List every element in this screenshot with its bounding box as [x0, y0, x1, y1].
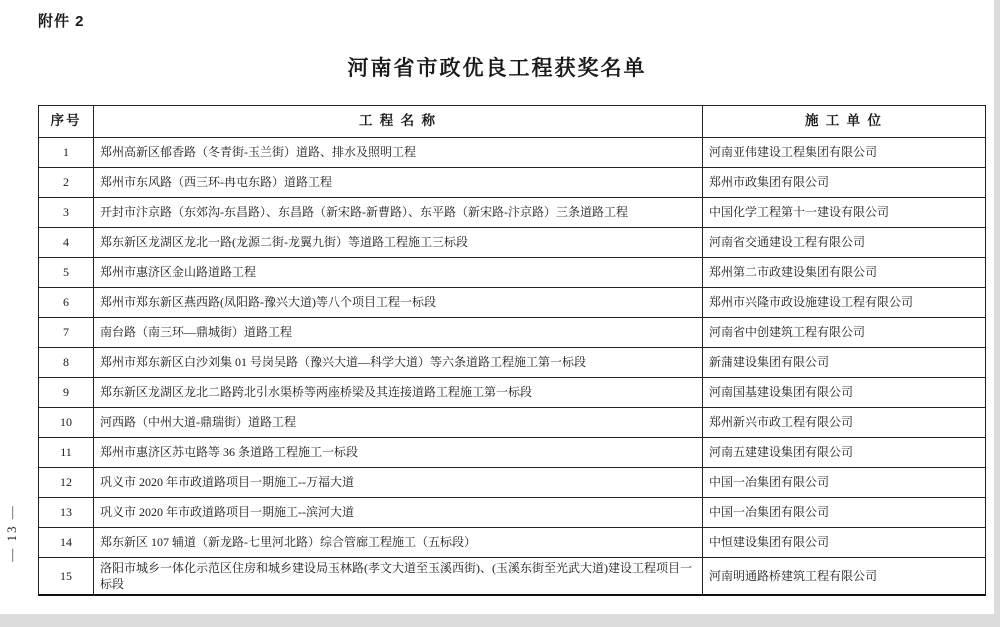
project-name-cell: 郑东新区龙湖区龙北一路(龙源二街-龙翼九街）等道路工程施工三标段: [94, 228, 703, 258]
project-name-cell: 巩义市 2020 年市政道路项目一期施工--滨河大道: [94, 498, 703, 528]
construction-unit-cell: 郑州市兴隆市政设施建设工程有限公司: [703, 288, 986, 318]
construction-unit-cell: 河南五建建设集团有限公司: [703, 438, 986, 468]
project-name-cell: 河西路（中州大道-鼎瑞街）道路工程: [94, 408, 703, 438]
table-row: [39, 258, 986, 288]
award-table: [38, 105, 986, 596]
project-name-cell: 郑州市郑东新区燕西路(凤阳路-豫兴大道)等八个项目工程一标段: [94, 288, 703, 318]
table-row: [39, 558, 986, 596]
construction-unit-cell: 郑州市政集团有限公司: [703, 168, 986, 198]
construction-unit-cell: 中国化学工程第十一建设有限公司: [703, 198, 986, 228]
page-title: 河南省市政优良工程获奖名单: [347, 57, 647, 80]
page-number: — 13 —: [4, 504, 19, 562]
serial-number-cell: 11: [39, 438, 94, 468]
table-row: [39, 438, 986, 468]
table-row: [39, 378, 986, 408]
project-name-cell: 郑州市惠济区金山路道路工程: [94, 258, 703, 288]
project-name-cell: 郑东新区 107 辅道（新龙路-七里河北路）综合管廊工程施工（五标段）: [94, 528, 703, 558]
table-row: [39, 228, 986, 258]
serial-number-cell: 14: [39, 528, 94, 558]
project-name-cell: 郑州市惠济区苏屯路等 36 条道路工程施工一标段: [94, 438, 703, 468]
table-row: [39, 138, 986, 168]
project-name-cell: 郑州市郑东新区白沙刘集 01 号岗吴路（豫兴大道—科学大道）等六条道路工程施工第一标段: [94, 348, 703, 378]
header-row: [39, 106, 986, 138]
column-header-construction-unit: 施 工 单 位: [703, 106, 986, 138]
project-name-cell: 洛阳市城乡一体化示范区住房和城乡建设局玉林路(孝文大道至玉溪西街)、(玉溪东街至光武大道)建设工程项目一标段: [94, 558, 703, 596]
serial-number-cell: 9: [39, 378, 94, 408]
table-row: [39, 198, 986, 228]
construction-unit-cell: 河南明通路桥建筑工程有限公司: [703, 558, 986, 596]
construction-unit-cell: 河南亚伟建设工程集团有限公司: [703, 138, 986, 168]
serial-number-cell: 4: [39, 228, 94, 258]
serial-number-cell: 10: [39, 408, 94, 438]
award-table-body: [39, 138, 986, 596]
serial-number-cell: 2: [39, 168, 94, 198]
table-row: [39, 408, 986, 438]
serial-number-cell: 12: [39, 468, 94, 498]
serial-number-cell: 8: [39, 348, 94, 378]
project-name-cell: 巩义市 2020 年市政道路项目一期施工--万福大道: [94, 468, 703, 498]
project-name-cell: 郑东新区龙湖区龙北二路跨北引水渠桥等两座桥梁及其连接道路工程施工第一标段: [94, 378, 703, 408]
award-table-header: [39, 106, 986, 138]
construction-unit-cell: 中恒建设集团有限公司: [703, 528, 986, 558]
construction-unit-cell: 河南省中创建筑工程有限公司: [703, 318, 986, 348]
serial-number-cell: 5: [39, 258, 94, 288]
attachment-label: 附件 2: [38, 13, 85, 30]
table-row: [39, 528, 986, 558]
construction-unit-cell: 郑州第二市政建设集团有限公司: [703, 258, 986, 288]
serial-number-cell: 3: [39, 198, 94, 228]
construction-unit-cell: 河南国基建设集团有限公司: [703, 378, 986, 408]
table-row: [39, 168, 986, 198]
serial-number-cell: 13: [39, 498, 94, 528]
serial-number-cell: 15: [39, 558, 94, 596]
table-row: [39, 318, 986, 348]
table-row: [39, 348, 986, 378]
column-header-serial: 序号: [39, 106, 94, 138]
project-name-cell: 开封市汴京路（东郊沟-东昌路）、东昌路（新宋路-新曹路）、东平路（新宋路-汴京路）三条道路工程: [94, 198, 703, 228]
construction-unit-cell: 郑州新兴市政工程有限公司: [703, 408, 986, 438]
table-row: [39, 498, 986, 528]
column-header-project-name: 工 程 名 称: [94, 106, 703, 138]
table-row: [39, 288, 986, 318]
construction-unit-cell: 中国一冶集团有限公司: [703, 498, 986, 528]
project-name-cell: 郑州市东风路（西三环-冉屯东路）道路工程: [94, 168, 703, 198]
project-name-cell: 南台路（南三环—鼎城街）道路工程: [94, 318, 703, 348]
table-row: [39, 468, 986, 498]
construction-unit-cell: 中国一冶集团有限公司: [703, 468, 986, 498]
serial-number-cell: 7: [39, 318, 94, 348]
serial-number-cell: 6: [39, 288, 94, 318]
construction-unit-cell: 河南省交通建设工程有限公司: [703, 228, 986, 258]
serial-number-cell: 1: [39, 138, 94, 168]
construction-unit-cell: 新蒲建设集团有限公司: [703, 348, 986, 378]
project-name-cell: 郑州高新区郁香路（冬青街-玉兰街）道路、排水及照明工程: [94, 138, 703, 168]
